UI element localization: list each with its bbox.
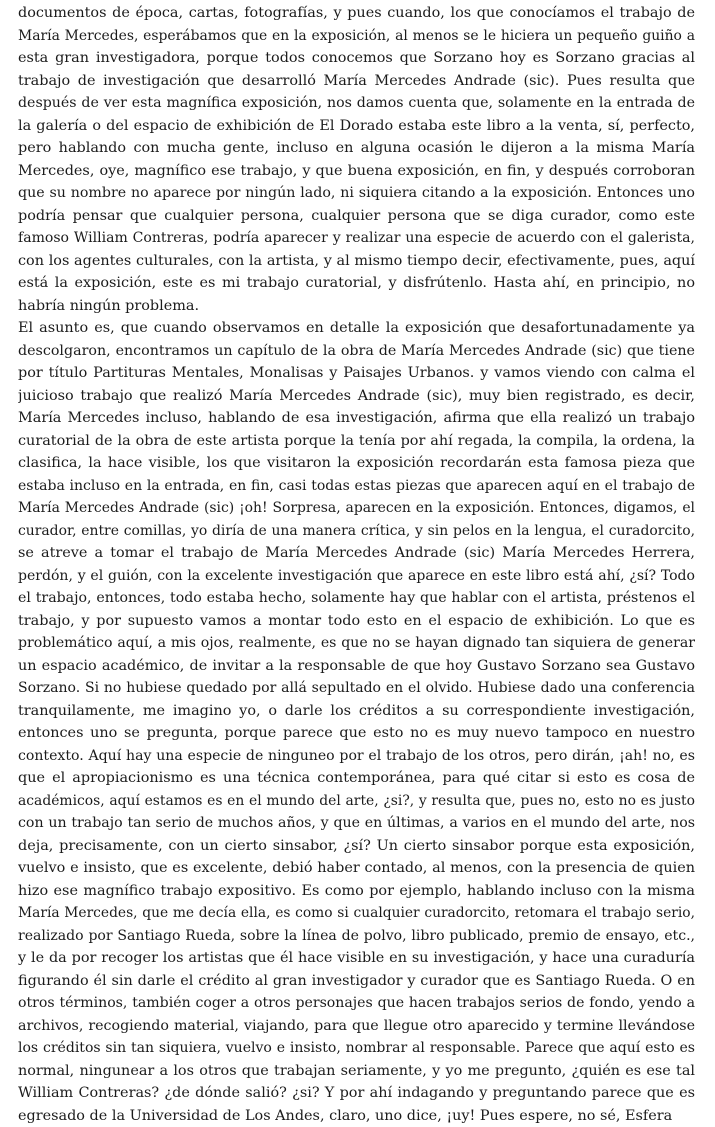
text-line: que el apropiacionismo es una técnica contemporánea, para qué citar si esto es cosa de [18,767,695,790]
text-line: los créditos sin tan siquiera, vuelvo e insisto, nombrar al responsable. Parece que aquí esto es [18,1037,695,1060]
text-line: curatorial de la obra de este artista porque la tenía por ahí regada, la compila, la ordena, la [18,430,695,453]
text-line: William Contreras? ¿de dónde salió? ¿si? Y por ahí indagando y preguntando parece que es [18,1082,695,1105]
text-line: María Mercedes, que me decía ella, es como si cualquier curadorcito, retomara el trabajo serio, [18,902,695,925]
text-line: María Mercedes incluso, hablando de esa investigación, afirma que ella realizó un trabajo [18,407,695,430]
text-line: que su nombre no aparece por ningún lado, ni siquiera citando a la exposición. Entonces uno [18,182,695,205]
text-line: un espacio académico, de invitar a la responsable de que hoy Gustavo Sorzano sea Gustavo [18,655,695,678]
text-line: documentos de época, cartas, fotografías, y pues cuando, los que conocíamos el trabajo de [18,2,695,25]
text-line: trabajo de investigación que desarrolló María Mercedes Andrade (sic). Pues resulta que [18,70,695,93]
text-line: clasifica, la hace visible, los que visitaron la exposición recordarán esta famosa pieza que [18,452,695,475]
paragraph [18,2,695,317]
text-line: normal, ningunear a los otros que trabajan seriamente, y yo me pregunto, ¿quién es ese tal [18,1060,695,1083]
text-line: esta gran investigadora, porque todos conocemos que Sorzano hoy es Sorzano gracias al [18,47,695,70]
text-line: con un trabajo tan serio de muchos años, y que en últimas, a varios en el mundo del arte, nos [18,812,695,835]
text-line: está la exposición, este es mi trabajo curatorial, y disfrútenlo. Hasta ahí, en principio, no [18,272,695,295]
text-line: el trabajo, entonces, todo estaba hecho, solamente hay que hablar con el artista, préstenos el [18,587,695,610]
text-line: habría ningún problema. [18,295,695,318]
text-line: después de ver esta magnífica exposición, nos damos cuenta que, solamente en la entrada de [18,92,695,115]
text-line: María Mercedes, esperábamos que en la exposición, al menos se le hiciera un pequeño guiño a [18,25,695,48]
text-line: la galería o del espacio de exhibición de El Dorado estaba este libro a la venta, sí, perfecto, [18,115,695,138]
text-line: pero hablando con mucha gente, incluso en alguna ocasión le dijeron a la misma María [18,137,695,160]
text-line: María Mercedes Andrade (sic) ¡oh! Sorpresa, aparecen en la exposición. Entonces, digamos, el [18,497,695,520]
text-line: Mercedes, oye, magnífico ese trabajo, y que buena exposición, en fin, y después corroboran [18,160,695,183]
text-line: realizado por Santiago Rueda, sobre la línea de polvo, libro publicado, premio de ensayo, etc., [18,925,695,948]
text-line: y le da por recoger los artistas que él hace visible en su investigación, y hace una curaduría [18,947,695,970]
text-line: problemático aquí, a mis ojos, realmente, es que no se hayan dignado tan siquiera de generar [18,632,695,655]
text-line: entonces uno se pregunta, porque parece que esto no es muy nuevo tampoco en nuestro [18,722,695,745]
text-line: podría pensar que cualquier persona, cualquier persona que se diga curador, como este [18,205,695,228]
text-line: académicos, aquí estamos es en el mundo del arte, ¿si?, y resulta que, pues no, esto no es justo [18,790,695,813]
text-line: perdón, y el guión, con la excelente investigación que aparece en este libro está ahí, ¿sí? Todo [18,565,695,588]
text-line: trabajo, y por supuesto vamos a montar todo esto en el espacio de exhibición. Lo que es [18,610,695,633]
text-line: otros términos, también coger a otros personajes que hacen trabajos serios de fondo, yendo a [18,992,695,1015]
text-line: descolgaron, encontramos un capítulo de la obra de María Mercedes Andrade (sic) que tiene [18,340,695,363]
text-line: vuelvo e insisto, que es excelente, debió haber contado, al menos, con la presencia de quien [18,857,695,880]
text-line: con los agentes culturales, con la artista, y al mismo tiempo decir, efectivamente, pues, aquí [18,250,695,273]
text-line: famoso William Contreras, podría aparecer y realizar una especie de acuerdo con el galerista, [18,227,695,250]
text-line: archivos, recogiendo material, viajando, para que llegue otro aparecido y termine llevándose [18,1015,695,1038]
text-line: El asunto es, que cuando observamos en detalle la exposición que desafortunadamente ya [18,317,695,340]
text-line: por título Partituras Mentales, Monalisas y Paisajes Urbanos. y vamos viendo con calma el [18,362,695,385]
text-line: se atreve a tomar el trabajo de María Mercedes Andrade (sic) María Mercedes Herrera, [18,542,695,565]
text-line: egresado de la Universidad de Los Andes, claro, uno dice, ¡uy! Pues espere, no sé, Esfera [18,1105,695,1127]
text-line: contexto. Aquí hay una especie de ninguneo por el trabajo de los otros, pero dirán, ¡ah! no, es [18,745,695,768]
text-line: hizo ese magnífico trabajo expositivo. Es como por ejemplo, hablando incluso con la misma [18,880,695,903]
text-line: curador, entre comillas, yo diría de una manera crítica, y sin pelos en la lengua, el curadorcito, [18,520,695,543]
text-line: tranquilamente, me imagino yo, o darle los créditos a su correspondiente investigación, [18,700,695,723]
text-line: estaba incluso en la entrada, en fin, casi todas estas piezas que aparecen aquí en el trabajo de [18,475,695,498]
text-line: figurando él sin darle el crédito al gran investigador y curador que es Santiago Rueda. O en [18,970,695,993]
text-line: juicioso trabajo que realizó María Mercedes Andrade (sic), muy bien registrado, es decir, [18,385,695,408]
paragraph [18,317,695,1127]
text-line: deja, precisamente, con un cierto sinsabor, ¿sí? Un cierto sinsabor porque esta exposición, [18,835,695,858]
text-line: Sorzano. Si no hubiese quedado por allá sepultado en el olvido. Hubiese dado una conferencia [18,677,695,700]
